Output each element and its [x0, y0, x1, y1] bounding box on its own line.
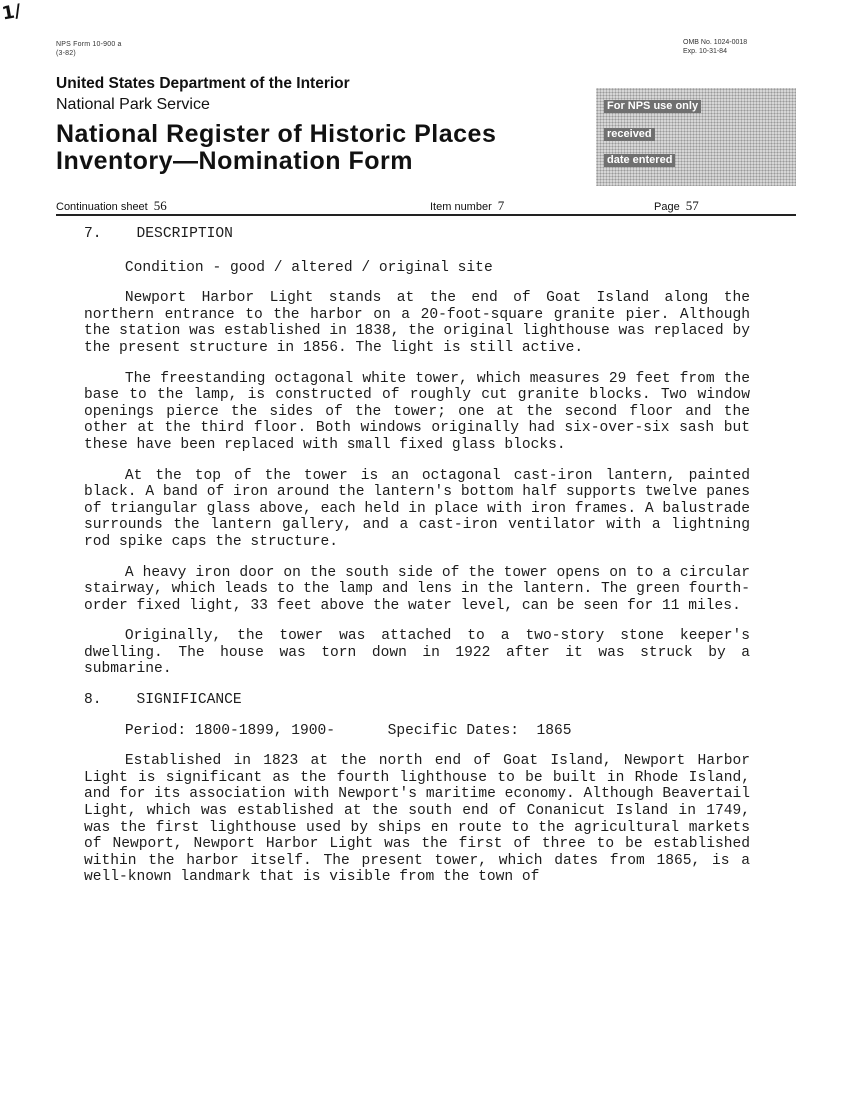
for-nps-use-only-label: For NPS use only [604, 100, 701, 113]
form-title-line2: Inventory—Nomination Form [56, 147, 413, 175]
section-8-heading: 8. SIGNIFICANCE [84, 692, 242, 709]
department-name: United States Department of the Interior [56, 75, 350, 92]
form-body-text [84, 226, 750, 886]
page-number [654, 198, 699, 214]
continuation-sheet-label: Continuation sheet [56, 201, 148, 213]
description-paragraph-1-text: Newport Harbor Light stands at the end of Goat Island along the northern entrance to the harbor on a 20-foot-square granite pier. Although the station was established in 1838, the original lighthouse was replaced by the present structure in 1856. The light is still active. [84, 290, 750, 356]
description-paragraph-5-text: Originally, the tower was attached to a two-story stone keeper's dwelling. The house was torn down in 1922 after it was struck by a submarine. [84, 628, 750, 678]
nps-use-only-box [596, 88, 796, 186]
description-paragraph-4 [84, 565, 750, 615]
significance-paragraph-1-text: Established in 1823 at the north end of Goat Island, Newport Harbor Light is significant as the fourth lighthouse to be built in Rhode Island, and for its association with Newport's maritime economy. Although Beavertail Light, which was established at the south end of Conanicut Island in 1749, was the first lighthouse used by ships en route to the agricultural markets of Newport, Newport Harbor Light was the first of three to be established within the harbor itself. The present tower, which dates from 1865, is a well-known landmark that is visible from the town of [84, 753, 750, 886]
form-date-text: (3-82) [56, 50, 76, 57]
description-paragraph-5 [84, 628, 750, 678]
condition-text: Condition - good / altered / original site [124, 259, 493, 276]
corner-mark: 1/ [0, 0, 23, 25]
significance-paragraph-1 [84, 753, 750, 886]
continuation-sheet [56, 198, 167, 214]
section-7-heading: 7. DESCRIPTION [84, 226, 233, 242]
item-number-value: 7 [497, 198, 505, 213]
date-entered-label: date entered [604, 154, 675, 167]
page-number-label: Page [654, 201, 680, 213]
continuation-sheet-value: 56 [153, 198, 167, 213]
description-paragraph-3-text: At the top of the tower is an octagonal cast-iron lantern, painted black. A band of iron around the lantern's bottom half supports twelve panes of triangular glass above, each held in place with iron frames. A balustrade surrounds the lantern gallery, and a cast-iron ventilator with a lightning rod spike caps the structure. [84, 467, 750, 550]
item-number [430, 198, 504, 214]
form-number-text: NPS Form 10-900 a [56, 41, 122, 48]
description-paragraph-2 [84, 371, 750, 454]
form-title-line1: National Register of Historic Places [56, 120, 497, 148]
item-number-label: Item number [430, 201, 492, 213]
agency-name: National Park Service [56, 96, 210, 113]
omb-number-text: OMB No. 1024-0018 [683, 39, 748, 46]
period-text: Period: 1800-1899, 1900- Specific Dates: 1865 [124, 722, 572, 739]
description-paragraph-3 [84, 468, 750, 551]
form-number [56, 40, 122, 58]
condition-line [84, 260, 750, 277]
description-paragraph-4-text: A heavy iron door on the south side of the tower opens on to a circular stairway, which leads to the lamp and lens in the lantern. The green fourth-order fixed light, 33 feet above the water level, can be seen for 11 miles. [84, 564, 750, 614]
page-number-value: 57 [685, 198, 699, 213]
period-line [84, 723, 750, 740]
omb-number [683, 38, 747, 56]
header-rule [56, 214, 796, 216]
omb-expiry-text: Exp. 10-31-84 [683, 48, 727, 55]
description-paragraph-2-text: The freestanding octagonal white tower, which measures 29 feet from the base to the lamp, is constructed of roughly cut granite blocks. Two window openings pierce the sides of the tower; one at the second floor and the other at the third floor. Both windows originally had six-over-six sash but these have been replaced with small fixed glass blocks. [84, 370, 750, 453]
received-label: received [604, 128, 655, 141]
description-paragraph-1 [84, 290, 750, 356]
